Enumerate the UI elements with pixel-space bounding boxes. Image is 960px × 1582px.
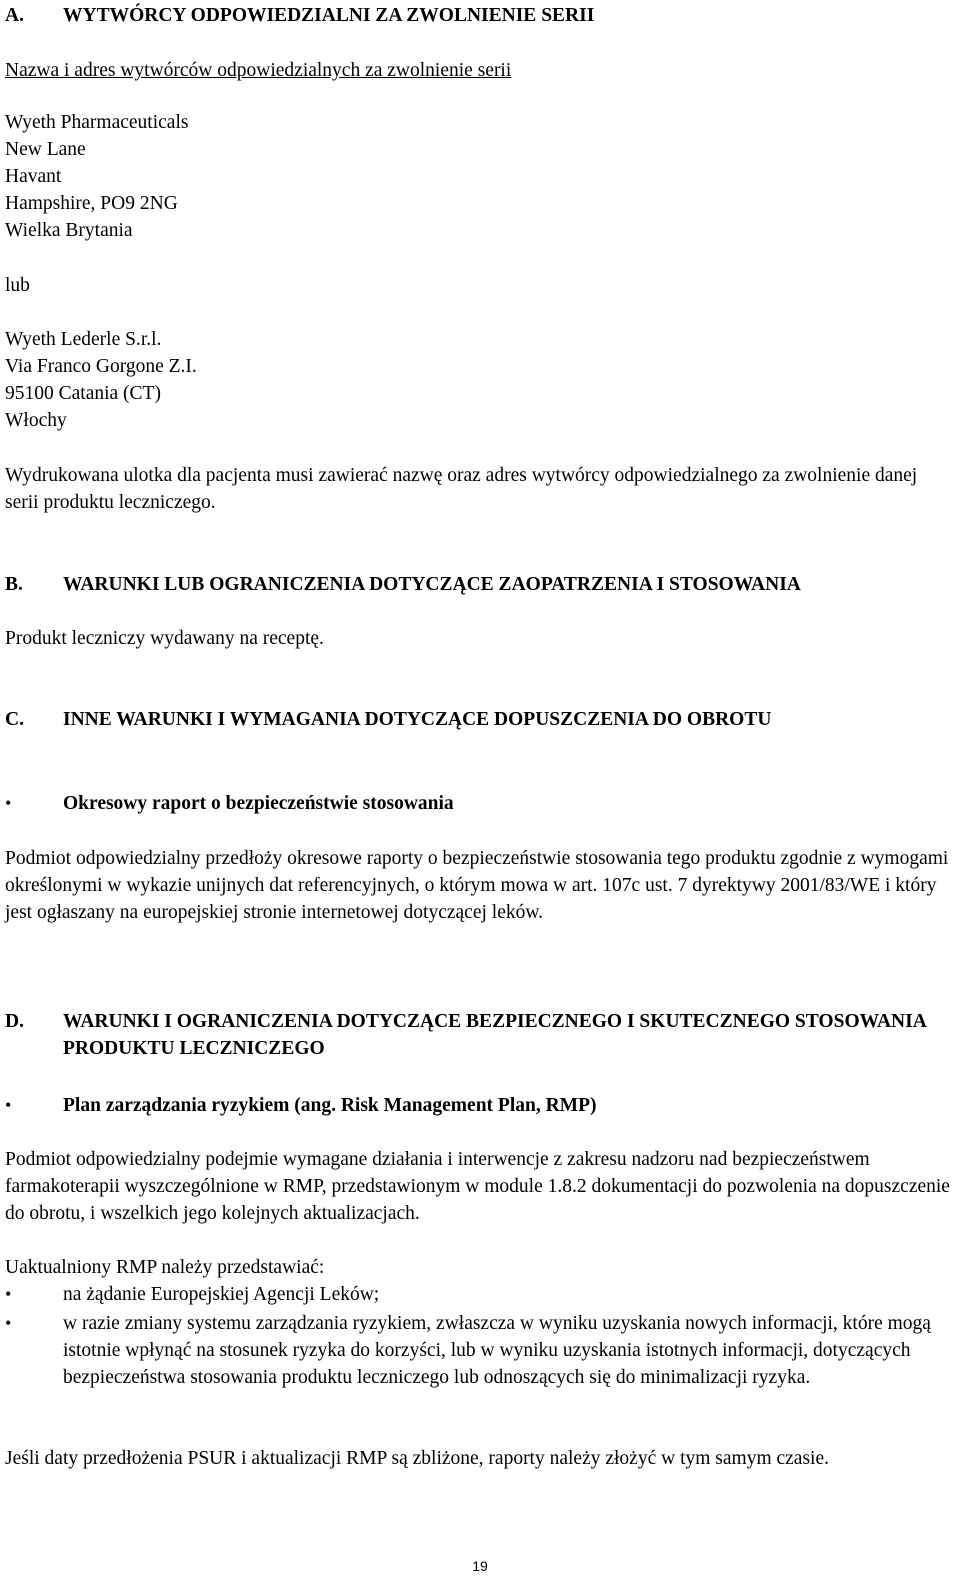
section-b-heading: [5, 571, 955, 598]
address-separator-or: lub: [5, 275, 30, 296]
section-c-text: Podmiot odpowiedzialny przedłoży okresowe raporty o bezpieczeństwie stosowania tego produktu zgodnie z wymogami określonymi w wykazie unijnych dat referencyjnych, o którym mowa w art. 107c ust. 7 dyrektywy 2001/83/WE i który jest ogłaszany na europejskiej stronie internetowej dotyczącej leków.: [5, 848, 949, 923]
address-line: Wyeth Lederle S.r.l.: [5, 329, 162, 350]
address-line: Via Franco Gorgone Z.I.: [5, 356, 197, 377]
section-d-letter: D.: [5, 1011, 24, 1032]
address-line: Wielka Brytania: [5, 220, 133, 241]
section-a-heading: [5, 2, 955, 29]
section-d-heading: [5, 1008, 955, 1062]
section-a-subtitle: Nazwa i adres wytwórców odpowiedzialnych za zwolnienie serii: [5, 60, 512, 81]
address-line: Włochy: [5, 410, 67, 431]
section-d-bullet-text: Plan zarządzania ryzykiem (ang. Risk Management Plan, RMP): [63, 1095, 597, 1116]
section-d-text: Podmiot odpowiedzialny podejmie wymagane działania i interwencje z zakresu nadzoru nad bezpieczeństwem farmakoterapii wyszczególnione w RMP, przedstawionym w module 1.8.2 dokumentacji do pozwolenia na dopuszczenie do obrotu, i wszelkich jego kolejnych aktualizacjach.: [5, 1149, 950, 1224]
page-number: 19: [472, 1558, 488, 1574]
address-line: New Lane: [5, 139, 86, 160]
section-c-title: INNE WARUNKI I WYMAGANIA DOTYCZĄCE DOPUSZCZENIA DO OBROTU: [63, 709, 772, 730]
bullet-icon: •: [5, 793, 12, 813]
section-b-title: WARUNKI LUB OGRANICZENIA DOTYCZĄCE ZAOPATRZENIA I STOSOWANIA: [63, 574, 801, 595]
section-c-heading: [5, 706, 955, 733]
section-a-note: Wydrukowana ulotka dla pacjenta musi zawierać nazwę oraz adres wytwórcy odpowiedzialnego za zwolnienie danej serii produktu leczniczego.: [5, 465, 918, 513]
section-a-letter: A.: [5, 5, 24, 26]
manufacturer-address-1: [5, 109, 955, 244]
address-line: Havant: [5, 166, 62, 187]
bullet-icon: •: [5, 1313, 12, 1333]
address-line: Hampshire, PO9 2NG: [5, 193, 178, 214]
address-line: Wyeth Pharmaceuticals: [5, 112, 189, 133]
bullet-icon: •: [5, 1284, 12, 1304]
address-line: 95100 Catania (CT): [5, 383, 161, 404]
closing-text: Jeśli daty przedłożenia PSUR i aktualizacji RMP są zbliżone, raporty należy złożyć w tym samym czasie.: [5, 1448, 829, 1469]
section-c-bullet-text: Okresowy raport o bezpieczeństwie stosowania: [63, 793, 454, 814]
manufacturer-address-2: [5, 326, 955, 434]
rmp-item-text: na żądanie Europejskiej Agencji Leków;: [63, 1284, 380, 1305]
section-a-title: WYTWÓRCY ODPOWIEDZIALNI ZA ZWOLNIENIE SERII: [63, 5, 595, 26]
section-d-title: WARUNKI I OGRANICZENIA DOTYCZĄCE BEZPIECZNEGO I SKUTECZNEGO STOSOWANIA PRODUKTU LECZNICZEGO: [63, 1011, 926, 1059]
rmp-item-text: w razie zmiany systemu zarządzania ryzykiem, zwłaszcza w wyniku uzyskania nowych informacji, które mogą istotnie wpłynąć na stosunek ryzyka do korzyści, lub w wyniku uzyskania istotnych informacji, dotyczących bezpieczeństwa stosowania produktu leczniczego lub odnoszących się do minimalizacji ryzyka.: [63, 1313, 931, 1388]
bullet-icon: •: [5, 1095, 12, 1115]
section-c-letter: C.: [5, 709, 24, 730]
section-b-text: Produkt leczniczy wydawany na receptę.: [5, 628, 324, 649]
rmp-intro: Uaktualniony RMP należy przedstawiać:: [5, 1257, 325, 1278]
section-b-letter: B.: [5, 574, 23, 595]
